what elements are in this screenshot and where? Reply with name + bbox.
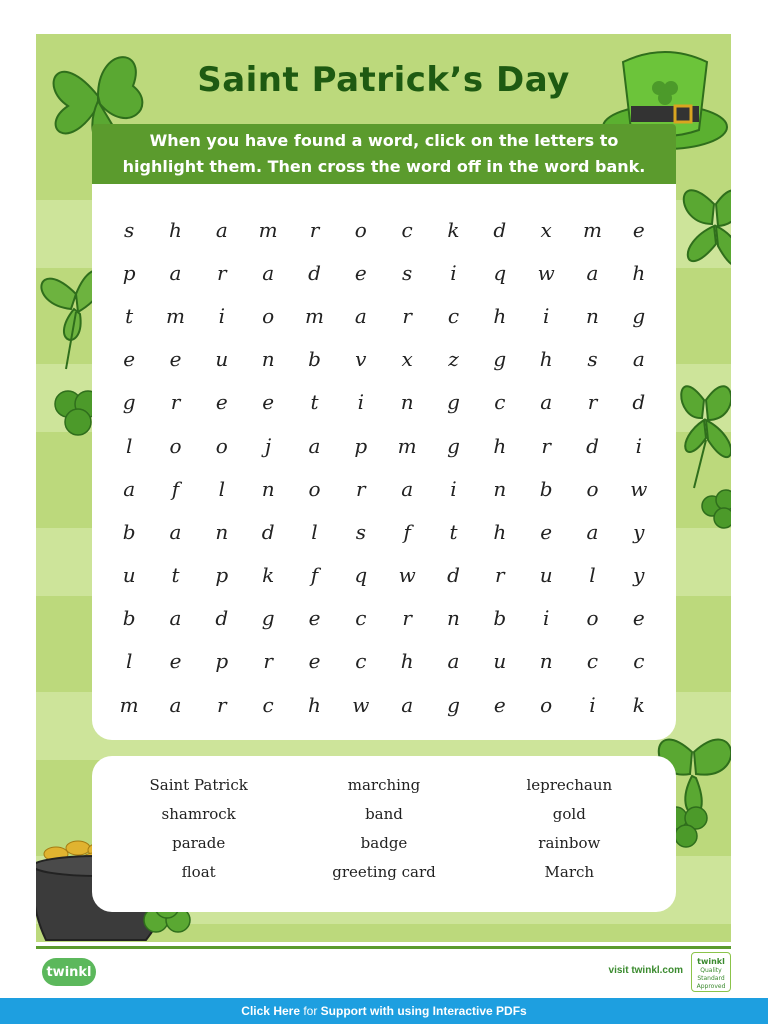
- grid-letter-cell[interactable]: l: [311, 519, 318, 544]
- grid-letter-cell[interactable]: e: [354, 260, 367, 285]
- grid-letter-cell[interactable]: o: [215, 433, 228, 458]
- grid-letter-cell[interactable]: w: [352, 692, 370, 717]
- word-bank-item[interactable]: parade: [172, 834, 226, 852]
- grid-letter-cell[interactable]: s: [402, 260, 413, 285]
- grid-letter-cell[interactable]: b: [308, 347, 321, 372]
- grid-letter-cell[interactable]: e: [632, 606, 645, 631]
- grid-letter-cell[interactable]: o: [586, 606, 599, 631]
- grid-letter-cell[interactable]: n: [215, 519, 229, 544]
- grid-letter-cell[interactable]: o: [262, 303, 275, 328]
- word-bank-item[interactable]: leprechaun: [526, 776, 613, 794]
- word-bank-item[interactable]: greeting card: [332, 863, 436, 881]
- grid-letter-cell[interactable]: n: [261, 476, 275, 501]
- grid-letter-cell[interactable]: e: [123, 347, 136, 372]
- grid-letter-cell[interactable]: z: [448, 347, 459, 372]
- grid-letter-cell[interactable]: c: [355, 606, 367, 631]
- grid-letter-cell[interactable]: o: [354, 217, 367, 242]
- grid-letter-cell[interactable]: h: [400, 649, 414, 674]
- grid-letter-cell[interactable]: o: [540, 692, 553, 717]
- grid-letter-cell[interactable]: h: [493, 433, 507, 458]
- grid-letter-cell[interactable]: l: [589, 563, 596, 588]
- grid-letter-cell[interactable]: i: [450, 260, 457, 285]
- grid-letter-cell[interactable]: a: [447, 649, 460, 674]
- grid-letter-cell[interactable]: u: [493, 649, 507, 674]
- grid-letter-cell[interactable]: o: [308, 476, 321, 501]
- grid-letter-cell[interactable]: d: [632, 390, 646, 415]
- word-bank-item[interactable]: March: [544, 863, 595, 881]
- grid-letter-cell[interactable]: c: [401, 217, 413, 242]
- grid-letter-cell[interactable]: h: [169, 217, 182, 242]
- grid-letter-cell[interactable]: k: [262, 563, 275, 588]
- grid-letter-cell[interactable]: e: [215, 390, 228, 415]
- grid-letter-cell[interactable]: s: [355, 519, 366, 544]
- grid-letter-cell[interactable]: a: [401, 476, 414, 501]
- grid-letter-cell[interactable]: h: [493, 303, 507, 328]
- twinkl-logo[interactable]: twinkl: [42, 958, 96, 986]
- grid-letter-cell[interactable]: r: [263, 649, 273, 674]
- grid-letter-cell[interactable]: f: [310, 563, 319, 588]
- grid-letter-cell[interactable]: p: [215, 649, 229, 674]
- grid-letter-cell[interactable]: x: [401, 347, 413, 372]
- grid-letter-cell[interactable]: d: [493, 217, 507, 242]
- grid-letter-cell[interactable]: t: [449, 519, 458, 544]
- grid-letter-cell[interactable]: u: [539, 563, 553, 588]
- grid-letter-cell[interactable]: i: [589, 692, 596, 717]
- word-bank-item[interactable]: Saint Patrick: [149, 776, 248, 794]
- grid-letter-cell[interactable]: e: [540, 519, 553, 544]
- grid-letter-cell[interactable]: g: [493, 347, 507, 372]
- grid-letter-cell[interactable]: e: [169, 347, 182, 372]
- grid-letter-cell[interactable]: m: [583, 217, 602, 242]
- grid-letter-cell[interactable]: d: [586, 433, 599, 458]
- grid-letter-cell[interactable]: n: [586, 303, 599, 328]
- grid-letter-cell[interactable]: n: [261, 347, 275, 372]
- grid-letter-cell[interactable]: q: [493, 260, 507, 285]
- support-topic[interactable]: Support with using Interactive PDFs: [320, 1004, 527, 1018]
- grid-letter-cell[interactable]: n: [493, 476, 507, 501]
- footer-divider: [36, 946, 731, 949]
- grid-letter-cell[interactable]: a: [169, 519, 182, 544]
- grid-letter-cell[interactable]: v: [355, 347, 367, 372]
- grid-letter-cell[interactable]: d: [261, 519, 275, 544]
- page-title: Saint Patrick’s Day: [197, 60, 570, 100]
- grid-letter-cell[interactable]: a: [169, 692, 182, 717]
- quality-badge-text: Quality Standard Approved: [696, 967, 726, 990]
- grid-letter-cell[interactable]: c: [494, 390, 506, 415]
- grid-letter-cell[interactable]: i: [542, 606, 550, 631]
- grid-letter-cell[interactable]: u: [122, 563, 136, 588]
- word-bank-item[interactable]: gold: [552, 805, 586, 823]
- grid-letter-cell[interactable]: x: [540, 217, 552, 242]
- word-bank-item[interactable]: float: [181, 863, 216, 881]
- support-bar[interactable]: [0, 998, 768, 1024]
- grid-letter-cell[interactable]: g: [261, 606, 275, 631]
- grid-letter-cell[interactable]: n: [447, 606, 460, 631]
- grid-letter-cell[interactable]: i: [635, 433, 643, 458]
- grid-letter-cell[interactable]: r: [356, 476, 366, 501]
- grid-letter-cell[interactable]: y: [633, 519, 645, 544]
- grid-letter-cell[interactable]: t: [125, 303, 134, 328]
- grid-letter-cell[interactable]: r: [587, 390, 598, 415]
- grid-letter-cell[interactable]: m: [119, 692, 139, 717]
- grid-letter-cell[interactable]: t: [310, 390, 319, 415]
- word-bank: [106, 776, 662, 892]
- grid-letter-cell[interactable]: c: [355, 649, 367, 674]
- quality-badge: [691, 952, 731, 992]
- grid-letter-cell[interactable]: f: [403, 519, 411, 544]
- shamrock-icon: [674, 164, 731, 324]
- grid-letter-cell[interactable]: r: [402, 303, 412, 328]
- grid-letter-cell[interactable]: l: [125, 649, 133, 674]
- grid-letter-cell[interactable]: h: [632, 260, 646, 285]
- grid-letter-cell[interactable]: f: [171, 476, 180, 501]
- grid-letter-cell[interactable]: m: [258, 217, 278, 242]
- word-search-panel: [92, 184, 676, 740]
- shamrock-icon: [698, 486, 731, 538]
- grid-letter-cell[interactable]: n: [400, 390, 414, 415]
- grid-letter-cell[interactable]: a: [401, 692, 414, 717]
- word-bank-item[interactable]: shamrock: [161, 805, 236, 823]
- letter-grid: [106, 208, 662, 726]
- grid-letter-cell[interactable]: e: [262, 390, 275, 415]
- grid-letter-cell[interactable]: p: [122, 260, 136, 285]
- grid-letter-cell[interactable]: d: [447, 563, 460, 588]
- grid-letter-cell[interactable]: j: [265, 433, 272, 458]
- grid-letter-cell[interactable]: b: [122, 606, 136, 631]
- instructions-banner: [92, 124, 676, 184]
- grid-letter-cell[interactable]: a: [354, 303, 367, 328]
- grid-letter-cell[interactable]: i: [450, 476, 457, 501]
- grid-letter-cell[interactable]: c: [262, 692, 274, 717]
- grid-letter-cell[interactable]: m: [305, 303, 324, 328]
- grid-letter-cell[interactable]: b: [122, 519, 136, 544]
- support-link[interactable]: Click Here: [241, 1004, 300, 1018]
- grid-letter-cell[interactable]: i: [218, 303, 226, 328]
- grid-letter-cell[interactable]: g: [447, 692, 460, 717]
- grid-letter-cell[interactable]: e: [169, 649, 182, 674]
- grid-letter-cell[interactable]: c: [447, 303, 460, 328]
- grid-letter-cell[interactable]: a: [540, 390, 553, 415]
- grid-letter-cell[interactable]: l: [125, 433, 133, 458]
- grid-letter-cell[interactable]: a: [215, 217, 228, 242]
- grid-letter-cell[interactable]: a: [169, 606, 182, 631]
- grid-letter-cell[interactable]: p: [215, 563, 229, 588]
- grid-letter-cell[interactable]: e: [308, 606, 321, 631]
- grid-letter-cell[interactable]: c: [633, 649, 645, 674]
- grid-letter-cell[interactable]: a: [262, 260, 275, 285]
- grid-letter-cell[interactable]: k: [447, 217, 460, 242]
- grid-letter-cell[interactable]: s: [587, 347, 598, 372]
- grid-letter-cell[interactable]: k: [632, 692, 645, 717]
- grid-letter-cell[interactable]: r: [309, 217, 320, 242]
- grid-letter-cell[interactable]: g: [447, 390, 460, 415]
- grid-letter-cell[interactable]: g: [447, 433, 460, 458]
- grid-letter-cell[interactable]: w: [398, 563, 416, 588]
- grid-letter-cell[interactable]: l: [218, 476, 226, 501]
- grid-letter-cell[interactable]: r: [217, 260, 227, 285]
- grid-letter-cell[interactable]: o: [169, 433, 182, 458]
- visit-link[interactable]: visit twinkl.com: [608, 965, 683, 976]
- grid-letter-cell[interactable]: o: [586, 476, 599, 501]
- grid-letter-cell[interactable]: d: [308, 260, 321, 285]
- word-bank-panel: [92, 756, 676, 912]
- grid-letter-cell[interactable]: r: [402, 606, 412, 631]
- grid-letter-cell[interactable]: w: [537, 260, 555, 285]
- grid-letter-cell[interactable]: n: [539, 649, 553, 674]
- grid-letter-cell[interactable]: i: [357, 390, 365, 415]
- grid-letter-cell[interactable]: h: [493, 519, 507, 544]
- grid-letter-cell[interactable]: b: [539, 476, 553, 501]
- instructions-line-2: highlight them. Then cross the word off in the word bank.: [122, 157, 646, 176]
- grid-letter-cell[interactable]: q: [354, 563, 368, 588]
- word-bank-item[interactable]: badge: [360, 834, 408, 852]
- grid-letter-cell[interactable]: d: [215, 606, 229, 631]
- grid-letter-cell[interactable]: h: [539, 347, 553, 372]
- grid-letter-cell[interactable]: t: [171, 563, 180, 588]
- instructions-line-1: When you have found a word, click on the letters to: [149, 131, 619, 150]
- grid-letter-cell[interactable]: r: [495, 563, 505, 588]
- grid-letter-cell[interactable]: r: [541, 433, 551, 458]
- grid-letter-cell[interactable]: e: [632, 217, 645, 242]
- grid-letter-cell[interactable]: a: [123, 476, 136, 501]
- grid-letter-cell[interactable]: a: [169, 260, 182, 285]
- grid-letter-cell[interactable]: r: [217, 692, 227, 717]
- grid-letter-cell[interactable]: w: [630, 476, 648, 501]
- grid-letter-cell[interactable]: s: [124, 217, 135, 242]
- footer: [36, 950, 731, 996]
- grid-letter-cell[interactable]: r: [170, 390, 181, 415]
- grid-letter-cell[interactable]: e: [308, 649, 321, 674]
- grid-letter-cell[interactable]: a: [586, 519, 599, 544]
- grid-letter-cell[interactable]: e: [493, 692, 506, 717]
- support-for: for: [300, 1004, 321, 1018]
- grid-letter-cell[interactable]: a: [308, 433, 321, 458]
- grid-letter-cell[interactable]: u: [215, 347, 229, 372]
- word-bank-item[interactable]: marching: [347, 776, 421, 794]
- grid-letter-cell[interactable]: m: [397, 433, 417, 458]
- grid-letter-cell[interactable]: c: [586, 649, 599, 674]
- grid-letter-cell[interactable]: a: [632, 347, 645, 372]
- grid-letter-cell[interactable]: y: [633, 563, 645, 588]
- grid-letter-cell[interactable]: g: [632, 303, 646, 328]
- grid-letter-cell[interactable]: h: [308, 692, 321, 717]
- grid-letter-cell[interactable]: p: [354, 433, 368, 458]
- grid-letter-cell[interactable]: i: [542, 303, 550, 328]
- grid-letter-cell[interactable]: m: [166, 303, 185, 328]
- worksheet: [36, 34, 731, 942]
- word-bank-item[interactable]: band: [365, 805, 403, 823]
- grid-letter-cell[interactable]: a: [586, 260, 599, 285]
- grid-letter-cell[interactable]: b: [493, 606, 507, 631]
- shamrock-icon: [674, 360, 731, 490]
- quality-badge-brand: twinkl: [697, 957, 725, 966]
- word-bank-item[interactable]: rainbow: [538, 834, 601, 852]
- grid-letter-cell[interactable]: g: [122, 390, 136, 415]
